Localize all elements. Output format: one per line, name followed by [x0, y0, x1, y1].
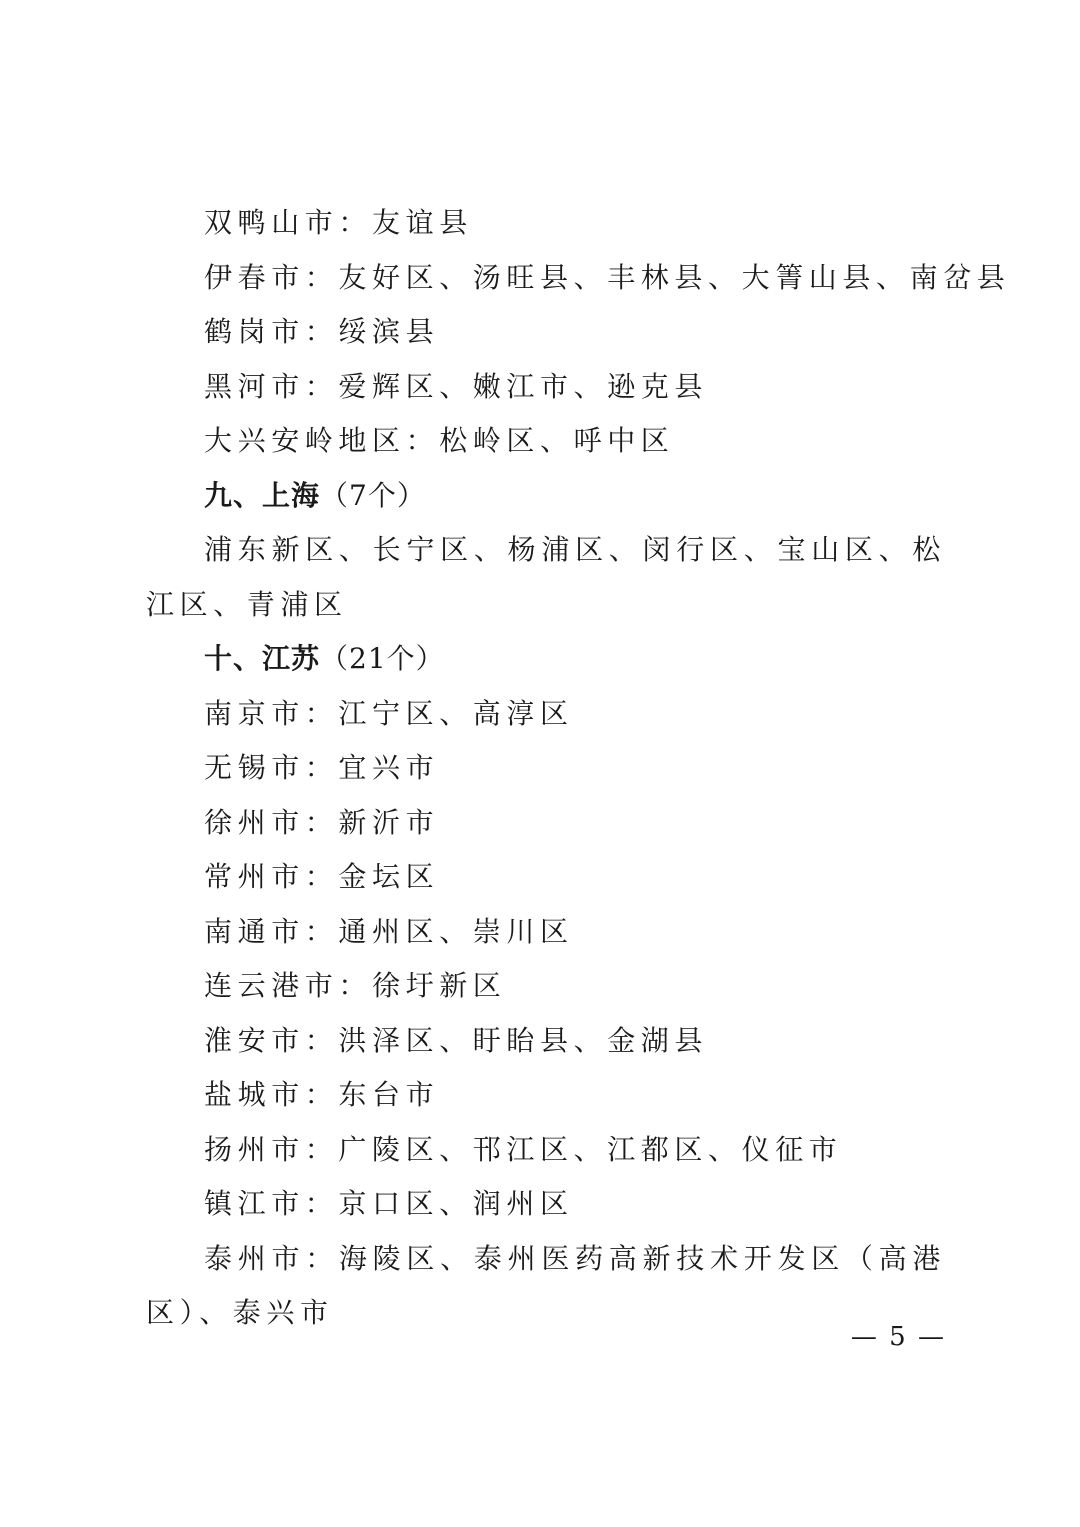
list-item: 浦东新区、长宁区、杨浦区、闵行区、宝山区、松江区、青浦区 — [146, 533, 946, 621]
page-number: — 5 — — [850, 1322, 946, 1352]
list-item: 双鸭山市：友谊县 — [204, 206, 473, 239]
list-item: 伊春市：友好区、汤旺县、丰林县、大箐山县、南岔县 — [204, 260, 1011, 294]
section-heading-jiangsu — [146, 632, 946, 687]
list-item: 黑河市：爱辉区、嫩江市、逊克县 — [204, 369, 709, 403]
list-item: 连云港市：徐圩新区 — [204, 969, 507, 1002]
list-item: 淮安市：洪泽区、盱眙县、金湖县 — [204, 1023, 709, 1057]
section-heading-count: （21个） — [320, 642, 445, 675]
list-item: 镇江市：京口区、润州区 — [204, 1187, 574, 1220]
list-item: 南通市：通州区、崇川区 — [204, 914, 574, 948]
list-item: 泰州市：海陵区、泰州医药高新技术开发区（高港区）、泰兴市 — [146, 1241, 946, 1329]
section-heading-count: （7个） — [320, 478, 426, 512]
document-body — [146, 196, 1011, 1341]
list-item: 大兴安岭地区：松岭区、呼中区 — [204, 424, 675, 457]
section-heading-shanghai — [146, 469, 946, 524]
section-heading-title: 十、江苏 — [204, 642, 321, 675]
list-item: 徐州市：新沂市 — [204, 805, 440, 839]
list-item: 鹤岗市：绥滨县 — [204, 315, 440, 348]
section-heading-title: 九、上海 — [204, 478, 321, 512]
list-item: 盐城市：东台市 — [204, 1078, 440, 1111]
list-item: 常州市：金坛区 — [204, 860, 440, 893]
list-item: 南京市：江宁区、高淳区 — [204, 696, 574, 730]
list-item: 无锡市：宜兴市 — [204, 751, 440, 784]
list-item: 扬州市：广陵区、邗江区、江都区、仪征市 — [204, 1132, 843, 1166]
